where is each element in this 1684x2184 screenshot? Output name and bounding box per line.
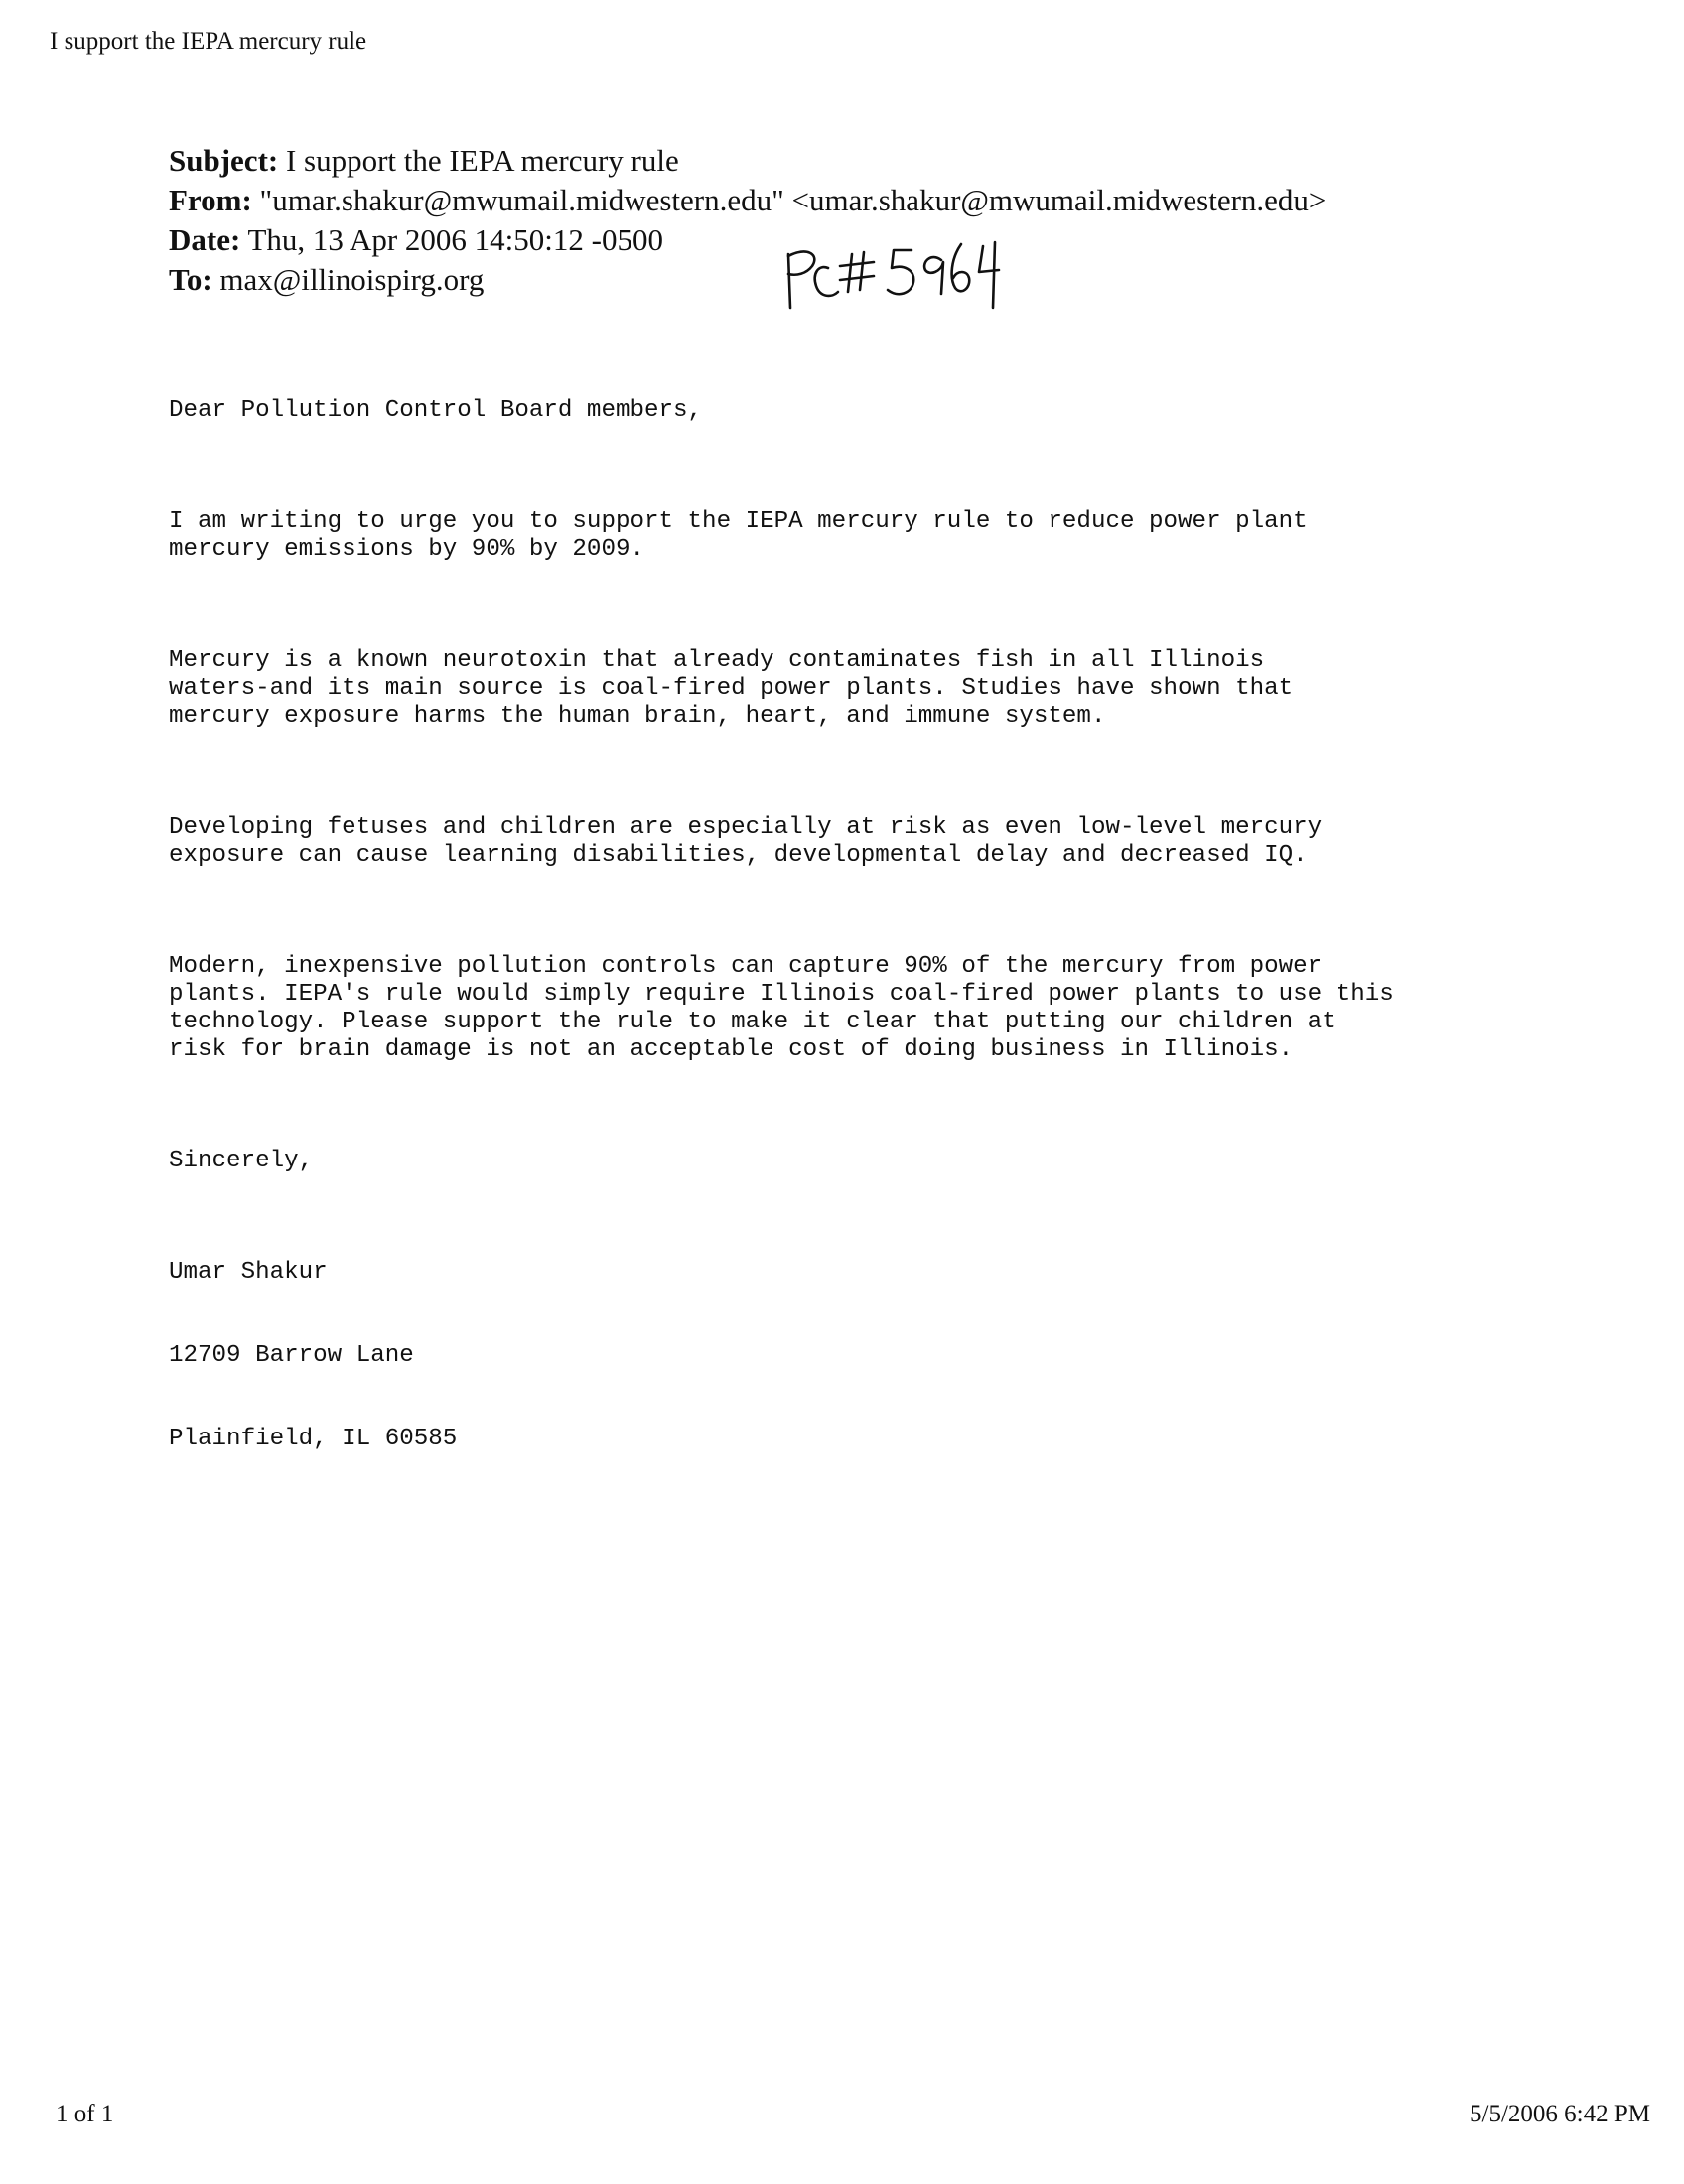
signature-city: Plainfield, IL 60585 bbox=[169, 1426, 458, 1452]
salutation: Dear Pollution Control Board members, bbox=[169, 397, 703, 424]
handwritten-pc-number-annotation bbox=[776, 236, 1005, 316]
to-line bbox=[169, 260, 1326, 300]
subject-value: I support the IEPA mercury rule bbox=[285, 143, 679, 178]
email-headers bbox=[169, 141, 1326, 300]
subject-line bbox=[169, 141, 1326, 181]
body-paragraph: Modern, inexpensive pollution controls can capture 90% of the mercury from power plants. IEPA's rule would simply require Illinois coal-fired power plants to use this technology. Please support the rule to make it clear that putting our children at risk for brain damage is not an acceptable cost of doing business in Illinois. bbox=[169, 953, 1394, 1063]
date-line bbox=[169, 220, 1326, 260]
subject-label: Subject: bbox=[169, 143, 279, 178]
printed-timestamp: 5/5/2006 6:42 PM bbox=[1470, 2101, 1650, 2127]
page-count: 1 of 1 bbox=[56, 2101, 114, 2127]
from-label: From: bbox=[169, 183, 252, 217]
body-paragraph: Mercury is a known neurotoxin that already contaminates fish in all Illinois waters-and its main source is coal-fired power plants. Studies have shown that mercury exposure harms the human brain, heart, and immune system. bbox=[169, 647, 1294, 730]
signature-street: 12709 Barrow Lane bbox=[169, 1342, 414, 1369]
page-header-title: I support the IEPA mercury rule bbox=[50, 28, 367, 55]
to-label: To: bbox=[169, 262, 212, 297]
closing: Sincerely, bbox=[169, 1148, 314, 1174]
date-label: Date: bbox=[169, 222, 241, 257]
from-line bbox=[169, 181, 1326, 220]
signature-name: Umar Shakur bbox=[169, 1259, 328, 1286]
body-paragraph: Developing fetuses and children are especially at risk as even low-level mercury exposure can cause learning disabilities, developmental delay and decreased IQ. bbox=[169, 814, 1323, 869]
from-value: "umar.shakur@mwumail.midwestern.edu" <umar.shakur@mwumail.midwestern.edu> bbox=[259, 183, 1327, 217]
date-value: Thu, 13 Apr 2006 14:50:12 -0500 bbox=[247, 222, 663, 257]
body-paragraph: I am writing to urge you to support the IEPA mercury rule to reduce power plant mercury emissions by 90% by 2009. bbox=[169, 508, 1308, 563]
to-value: max@illinoispirg.org bbox=[219, 262, 485, 297]
email-body bbox=[169, 341, 1579, 1481]
